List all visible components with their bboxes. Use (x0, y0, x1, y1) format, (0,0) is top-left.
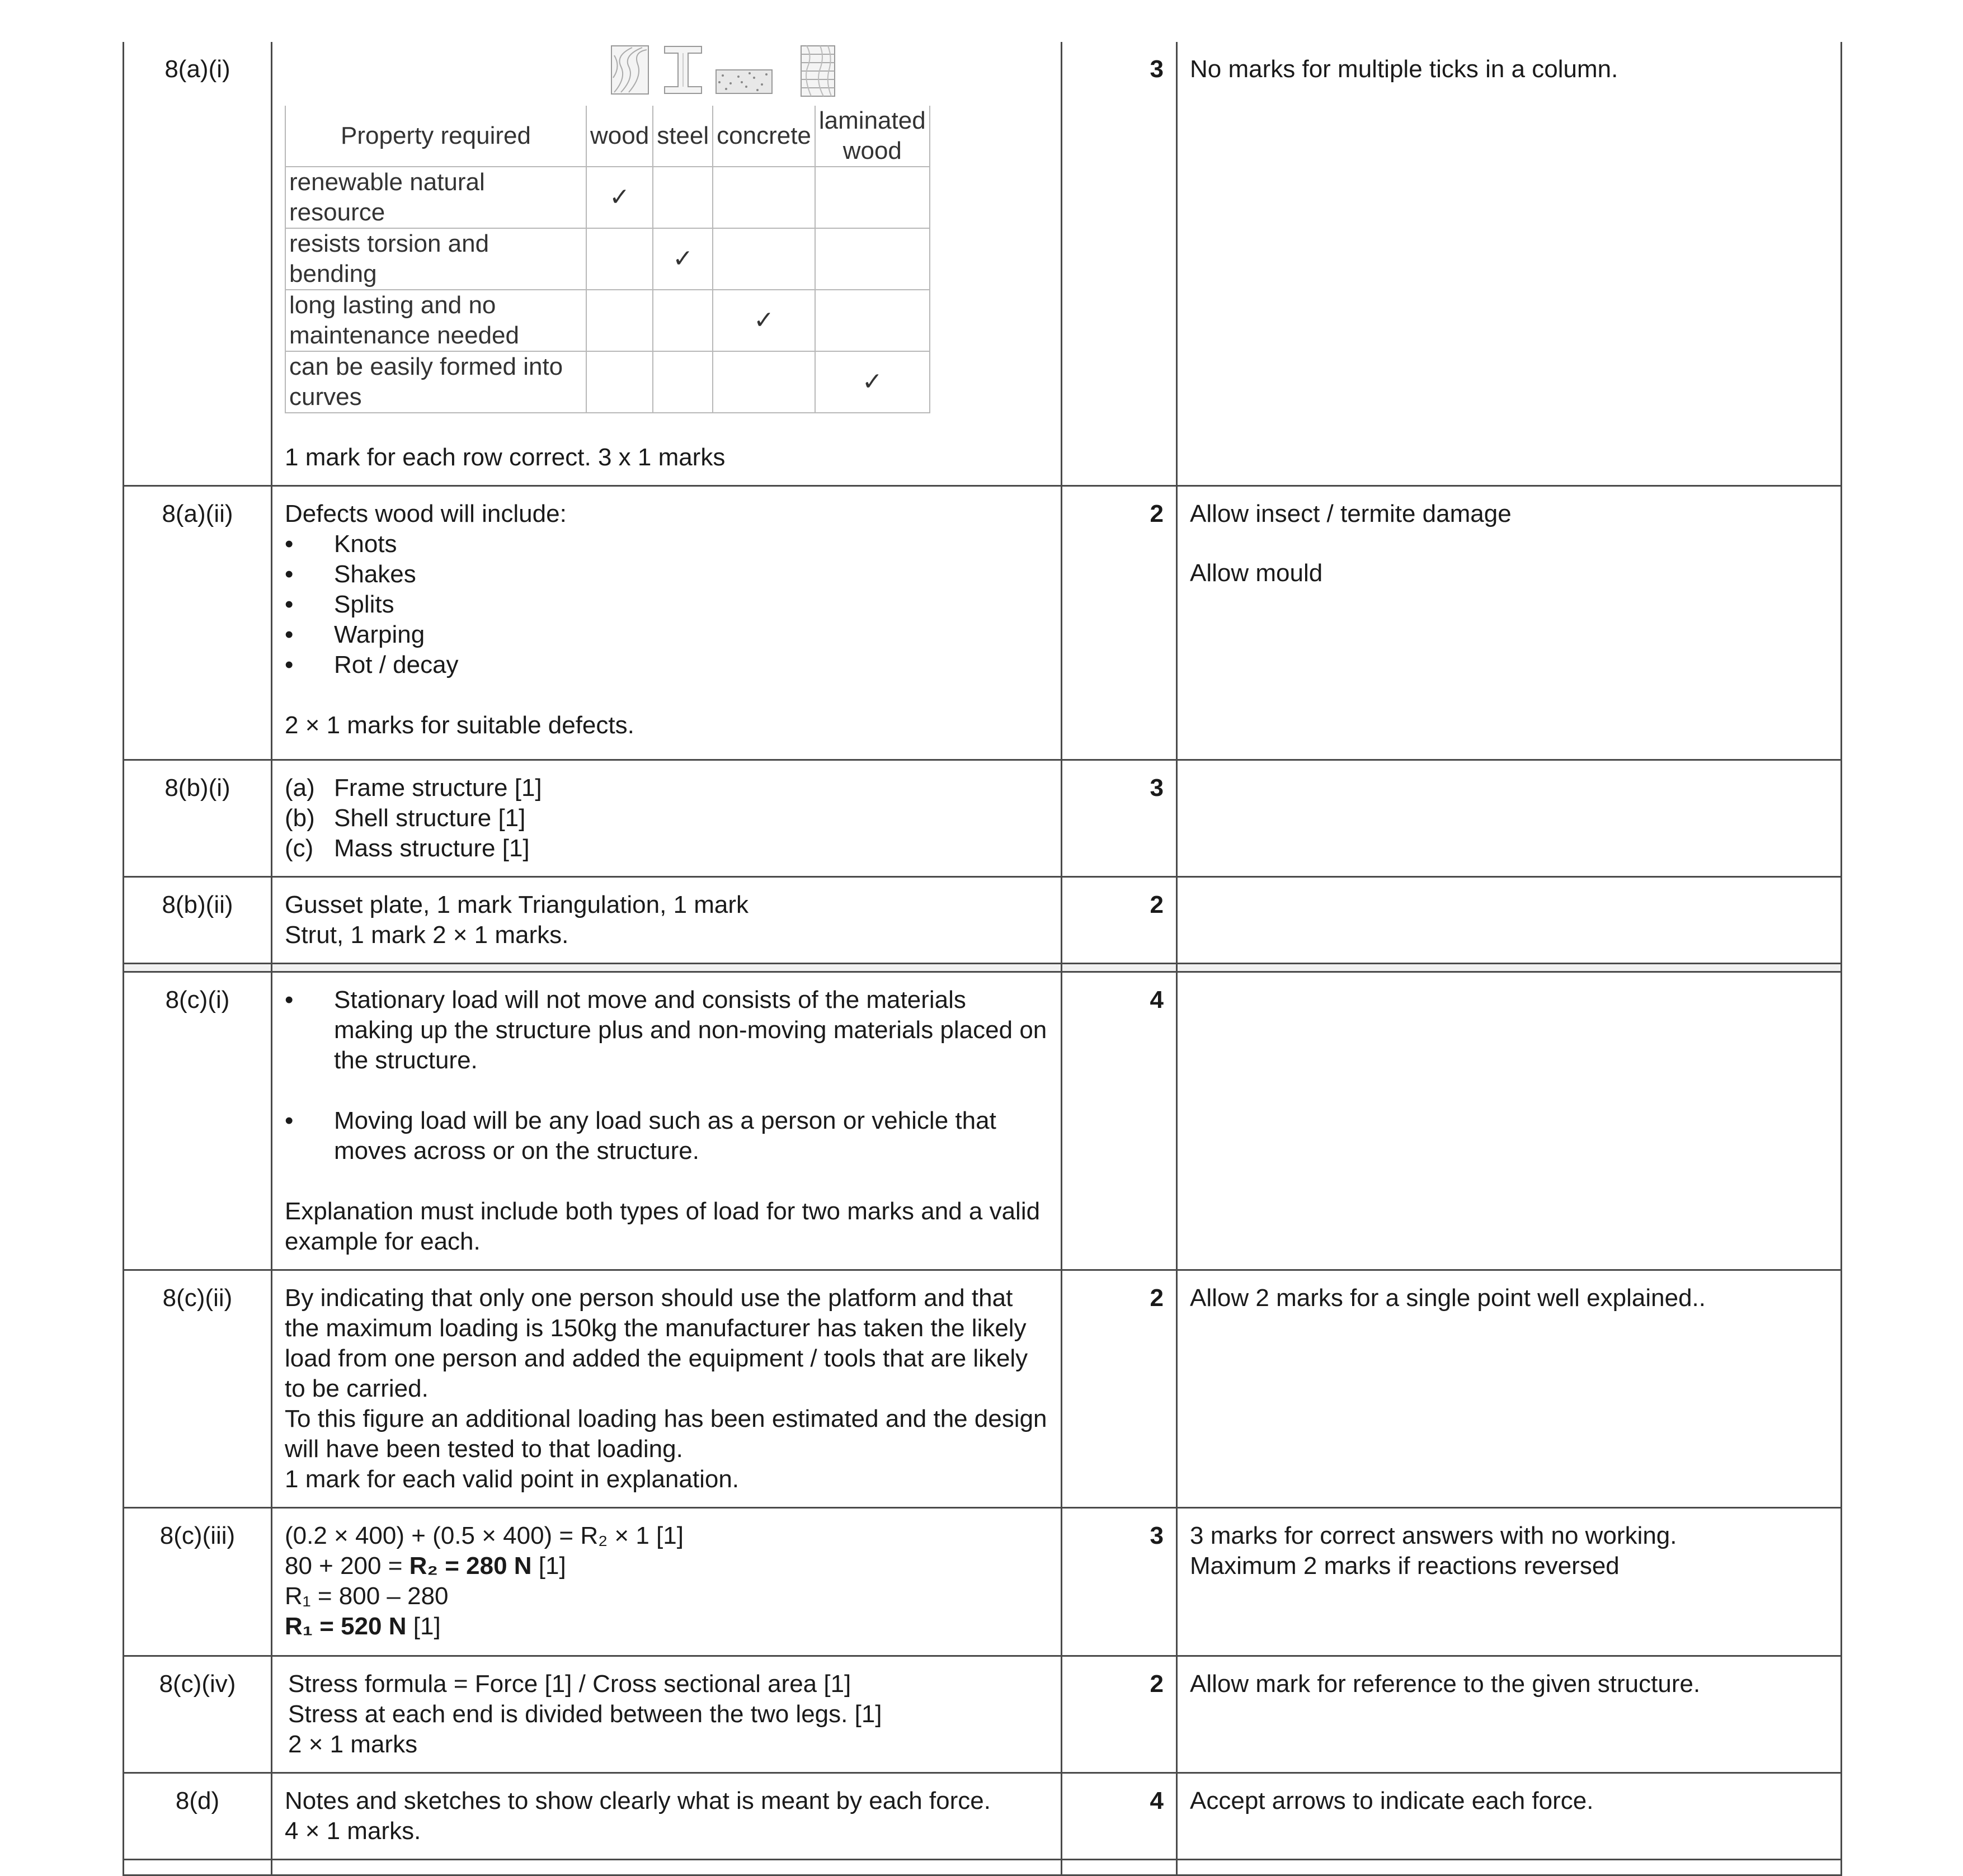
materials-row (285, 167, 930, 228)
answer-line: Stress formula = Force [1] / Cross sectional area [1] (288, 1670, 851, 1698)
materials-table (285, 106, 930, 413)
working-line: (0.2 × 400) + (0.5 × 400) = R₂ × 1 [1] (285, 1522, 684, 1549)
tick-cell (713, 167, 815, 228)
question-number: 8(b)(ii) (124, 877, 272, 964)
list-item (285, 833, 1048, 864)
answer-cell (272, 1656, 1062, 1773)
column-header: steel (653, 106, 713, 167)
table-row (124, 972, 1842, 1270)
list-item: • Rot / decay (285, 650, 1048, 680)
wood-grain-icon (610, 44, 650, 96)
guidance-text: Allow mark for reference to the given structure. (1190, 1670, 1701, 1698)
answer-line: Stress at each end is divided between the two legs. [1] (288, 1700, 882, 1728)
guidance-cell (1177, 1270, 1842, 1508)
answer-line: 4 × 1 marks. (285, 1817, 421, 1845)
list-label: (b) (285, 804, 315, 832)
answer-line: 1 mark for each valid point in explanation. (285, 1465, 740, 1493)
question-number: 8(d) (124, 1773, 272, 1860)
list-label: (c) (285, 835, 314, 862)
load-types-list (285, 985, 1048, 1076)
laminated-wood-icon (795, 44, 840, 100)
answer-cell (272, 972, 1062, 1270)
question-number: 8(c)(ii) (124, 1270, 272, 1508)
working-line: R₁ = 520 N [1] (285, 1613, 441, 1640)
answer-line: By indicating that only one person should use the platform and that the maximum loading is 150kg the manufacturer has taken the likely load from one person and added the equipment / tools that are likely to be carried. (285, 1284, 1028, 1402)
answer-line: Gusset plate, 1 mark Triangulation, 1 mark (285, 891, 749, 918)
property-label: resists torsion and bending (285, 228, 586, 290)
tick-cell (713, 351, 815, 413)
table-row (124, 1656, 1842, 1773)
mark-scheme-table (123, 42, 1842, 1876)
answer-cell (272, 486, 1062, 760)
marks-value: 2 (1062, 1656, 1177, 1773)
materials-row (285, 351, 930, 413)
list-text: Mass structure [1] (334, 835, 530, 862)
guidance-text: Allow 2 marks for a single point well explained.. (1190, 1284, 1706, 1312)
answer-cell (272, 1773, 1062, 1860)
answer-cell (272, 1508, 1062, 1656)
table-row (124, 877, 1842, 964)
guidance-cell (1177, 42, 1842, 486)
list-item: • Moving load will be any load such as a person or vehicle that moves across or on the structure. (285, 1106, 1048, 1166)
tick-cell: ✓ (815, 351, 930, 413)
list-item (285, 803, 1048, 833)
question-number: 8(a)(i) (124, 42, 272, 486)
tick-cell (815, 228, 930, 290)
answer-note: 1 mark for each row correct. 3 x 1 marks (285, 444, 726, 471)
marks-value: 4 (1062, 1773, 1177, 1860)
answer-intro: Defects wood will include: (285, 500, 567, 527)
column-header: Property required (285, 106, 586, 167)
materials-header-row (285, 106, 930, 167)
marks-value: 3 (1062, 1508, 1177, 1656)
materials-row (285, 228, 930, 290)
list-text: Shell structure [1] (334, 804, 526, 832)
list-item: • Stationary load will not move and consists of the materials making up the structure plus and non-moving materials placed on the structure. (285, 985, 1048, 1076)
guidance-cell (1177, 760, 1842, 877)
list-item (285, 773, 1048, 803)
answer-note: 2 × 1 marks for suitable defects. (285, 711, 634, 739)
materials-row (285, 290, 930, 351)
question-number: 8(c)(iv) (124, 1656, 272, 1773)
tick-cell (713, 228, 815, 290)
page-break-separator (124, 964, 1842, 972)
answer-line: Notes and sketches to show clearly what is meant by each force. (285, 1787, 991, 1814)
marks-value: 4 (1062, 972, 1177, 1270)
marks-value: 3 (1062, 42, 1177, 486)
tick-cell (653, 290, 713, 351)
table-row (124, 42, 1842, 486)
column-header: concrete (713, 106, 815, 167)
table-row (124, 760, 1842, 877)
tick-cell: ✓ (653, 228, 713, 290)
answer-cell (272, 760, 1062, 877)
property-label: can be easily formed into curves (285, 351, 586, 413)
answer-note: Explanation must include both types of load for two marks and a valid example for each. (285, 1198, 1041, 1255)
answer-line: 2 × 1 marks (288, 1731, 418, 1758)
guidance-text: No marks for multiple ticks in a column. (1190, 55, 1618, 83)
load-types-list (285, 1106, 1048, 1166)
marks-value: 2 (1062, 1270, 1177, 1508)
tick-cell (653, 351, 713, 413)
table-row (124, 1508, 1842, 1656)
defects-list (285, 529, 1048, 680)
table-row (124, 1270, 1842, 1508)
table-row (124, 1773, 1842, 1860)
answer-line: Strut, 1 mark 2 × 1 marks. (285, 921, 569, 949)
concrete-block-icon (713, 44, 775, 96)
question-number: 8(c)(iii) (124, 1508, 272, 1656)
guidance-text: 3 marks for correct answers with no working. (1190, 1522, 1677, 1549)
marks-value: 2 (1062, 486, 1177, 760)
guidance-text: Allow insect / termite damage (1190, 500, 1512, 527)
question-number: 8(c)(i) (124, 972, 272, 1270)
property-label: long lasting and no maintenance needed (285, 290, 586, 351)
column-header: laminated wood (815, 106, 930, 167)
tick-cell (653, 167, 713, 228)
guidance-cell (1177, 877, 1842, 964)
result-r2: R₂ = 280 N (409, 1552, 532, 1580)
answer-cell (272, 42, 1062, 486)
tick-cell: ✓ (586, 167, 653, 228)
list-text: Frame structure [1] (334, 774, 542, 802)
tick-cell (815, 290, 930, 351)
guidance-text: Allow mould (1190, 559, 1323, 587)
guidance-cell (1177, 972, 1842, 1270)
tick-cell (586, 351, 653, 413)
guidance-text: Maximum 2 marks if reactions reversed (1190, 1552, 1620, 1580)
tick-cell (815, 167, 930, 228)
material-icons (610, 44, 1048, 102)
mark-scheme-sheet (123, 42, 1840, 1876)
list-item: • Warping (285, 620, 1048, 650)
list-label: (a) (285, 774, 315, 802)
working-line: 80 + 200 = R₂ = 280 N [1] (285, 1552, 566, 1580)
answer-line: To this figure an additional loading has been estimated and the design will have been tested to that loading. (285, 1405, 1047, 1463)
question-number: 8(b)(i) (124, 760, 272, 877)
table-continuation (124, 1860, 1842, 1875)
guidance-cell (1177, 486, 1842, 760)
marks-value: 3 (1062, 760, 1177, 877)
question-number: 8(a)(ii) (124, 486, 272, 760)
marks-value: 2 (1062, 877, 1177, 964)
answer-cell (272, 877, 1062, 964)
steel-i-beam-icon (658, 44, 708, 96)
list-item: • Shakes (285, 559, 1048, 590)
tick-cell (586, 228, 653, 290)
guidance-cell (1177, 1508, 1842, 1656)
tick-cell: ✓ (713, 290, 815, 351)
property-label: renewable natural resource (285, 167, 586, 228)
tick-cell (586, 290, 653, 351)
guidance-text: Accept arrows to indicate each force. (1190, 1787, 1594, 1814)
working-line: R₁ = 800 – 280 (285, 1582, 449, 1610)
result-r1: R₁ = 520 N (285, 1613, 407, 1640)
list-item: • Knots (285, 529, 1048, 559)
answer-cell (272, 1270, 1062, 1508)
list-item: • Splits (285, 590, 1048, 620)
guidance-cell (1177, 1656, 1842, 1773)
table-row (124, 486, 1842, 760)
column-header: wood (586, 106, 653, 167)
guidance-cell (1177, 1773, 1842, 1860)
